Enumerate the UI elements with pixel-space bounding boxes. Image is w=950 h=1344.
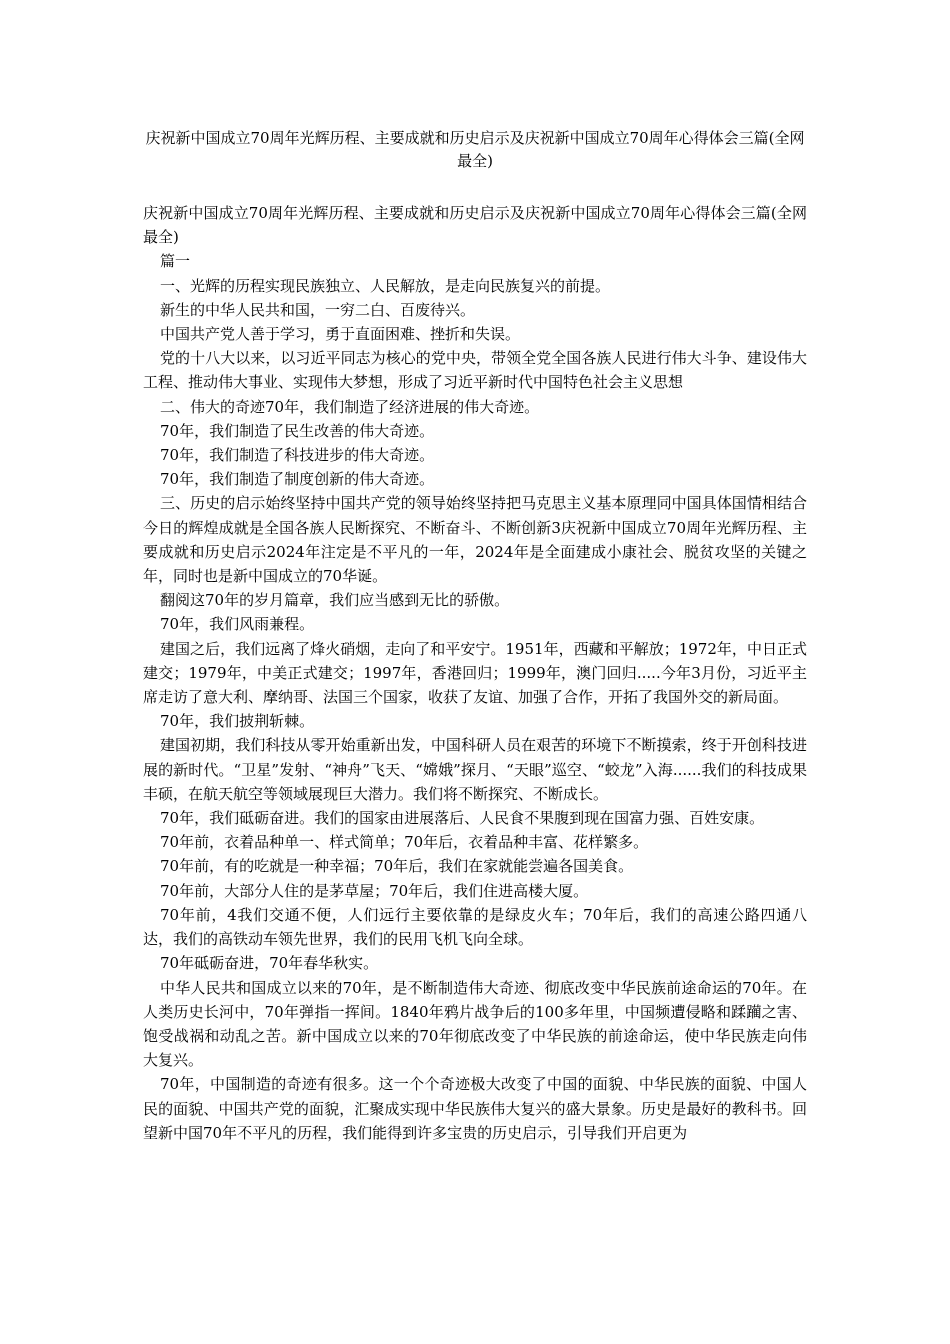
paragraph: 70年，我们风雨兼程。 [160, 615, 315, 634]
paragraph: 70年，我们制造了科技进步的伟大奇迹。 [160, 446, 435, 465]
paragraph: 70年，我们披荆斩棘。 [160, 712, 315, 731]
paragraph: 二、伟大的奇迹70年，我们制造了经济进展的伟大奇迹。 [160, 397, 540, 416]
paragraph: 70年，我们制造了民生改善的伟大奇迹。 [160, 421, 435, 440]
paragraph: 70年前，4我们交通不便，人们远行主要依靠的是绿皮火车；70年后，我们的高速公路四通八达，我们的高铁动车领先世界，我们的民用飞机飞向全球。 [143, 905, 807, 949]
paragraph: 新生的中华人民共和国，一穷二白、百废待兴。 [160, 300, 476, 319]
paragraph: 建国之后，我们远离了烽火硝烟，走向了和平安宁。1951年，西藏和平解放；1972年，中日正式建交；1979年，中美正式建交；1997年，香港回归；1999年，澳门回归.....今年3月份，习近平主席走访了意大利、摩纳哥、法国三个国家，收获了友谊、加强了合作，开拓了我国外交的新局面。 [143, 639, 807, 707]
paragraph: 中华人民共和国成立以来的70年，是不断制造伟大奇迹、彻底改变中华民族前途命运的70年。在人类历史长河中，70年弹指一挥间。1840年鸦片战争后的100多年里，中国频遭侵略和蹂躏之害、饱受战祸和动乱之苦。新中国成立以来的70年彻底改变了中华民族的前途命运，使中华民族走向伟大复兴。 [143, 978, 807, 1070]
paragraph: 70年，中国制造的奇迹有很多。这一个个奇迹极大改变了中国的面貌、中华民族的面貌、中国人民的面貌、中国共产党的面貌，汇聚成实现中华民族伟大复兴的盛大景象。历史是最好的教科书。回望新中国70年不平凡的历程，我们能得到许多宝贵的历史启示，引导我们开启更为 [143, 1075, 807, 1142]
paragraph: 70年，我们制造了制度创新的伟大奇迹。 [160, 470, 435, 489]
paragraph: 一、光辉的历程实现民族独立、人民解放，是走向民族复兴的前提。 [160, 276, 611, 295]
paragraph: 70年，我们砥砺奋进。我们的国家由进展落后、人民食不果腹到现在国富力强、百姓安康。 [160, 809, 765, 828]
paragraph: 70年前，大部分人住的是茅草屋；70年后，我们住进高楼大厦。 [160, 881, 589, 900]
paragraph: 中国共产党人善于学习，勇于直面困难、挫折和失误。 [160, 325, 521, 344]
paragraph: 党的十八大以来，以习近平同志为核心的党中央，带领全党全国各族人民进行伟大斗争、建设伟大工程、推动伟大事业、实现伟大梦想，形成了习近平新时代中国特色社会主义思想 [143, 349, 807, 392]
paragraph: 建国初期，我们科技从零开始重新出发，中国科研人员在艰苦的环境下不断摸索，终于开创科技进展的新时代。“卫星”发射、“神舟”飞天、“嫦娥”探月、“天眼”巡空、“蛟龙”入海......我们的科技成果丰硕，在航天航空等领域展现巨大潜力。我们将不断探究、不断成长。 [143, 736, 807, 803]
paragraph: 三、历史的启示始终坚持中国共产党的领导始终坚持把马克思主义基本原理同中国具体国情相结合今日的辉煌成就是全国各族人民断探究、不断奋斗、不断创新3庆祝新中国成立70周年光辉历程、主要成就和历史启示2024年注定是不平凡的一年，2024年是全面建成小康社会、脱贫攻坚的关键之年，同时也是新中国成立的70华诞。 [143, 494, 807, 586]
paragraph: 70年前，衣着品种单一、样式简单；70年后，衣着品种丰富、花样繁多。 [160, 833, 649, 852]
paragraph: 翻阅这70年的岁月篇章，我们应当感到无比的骄傲。 [160, 591, 510, 610]
paragraph: 70年砥砺奋进，70年春华秋实。 [160, 954, 379, 973]
document-body [143, 201, 807, 1145]
paragraph: 篇一 [160, 252, 191, 271]
body-heading: 庆祝新中国成立70周年光辉历程、主要成就和历史启示及庆祝新中国成立70周年心得体会三篇(全网最全) [143, 204, 807, 247]
paragraph: 70年前，有的吃就是一种幸福；70年后，我们在家就能尝遍各国美食。 [160, 857, 634, 876]
document-title: 庆祝新中国成立70周年光辉历程、主要成就和历史启示及庆祝新中国成立70周年心得体会三篇(全网最全) [145, 129, 805, 170]
